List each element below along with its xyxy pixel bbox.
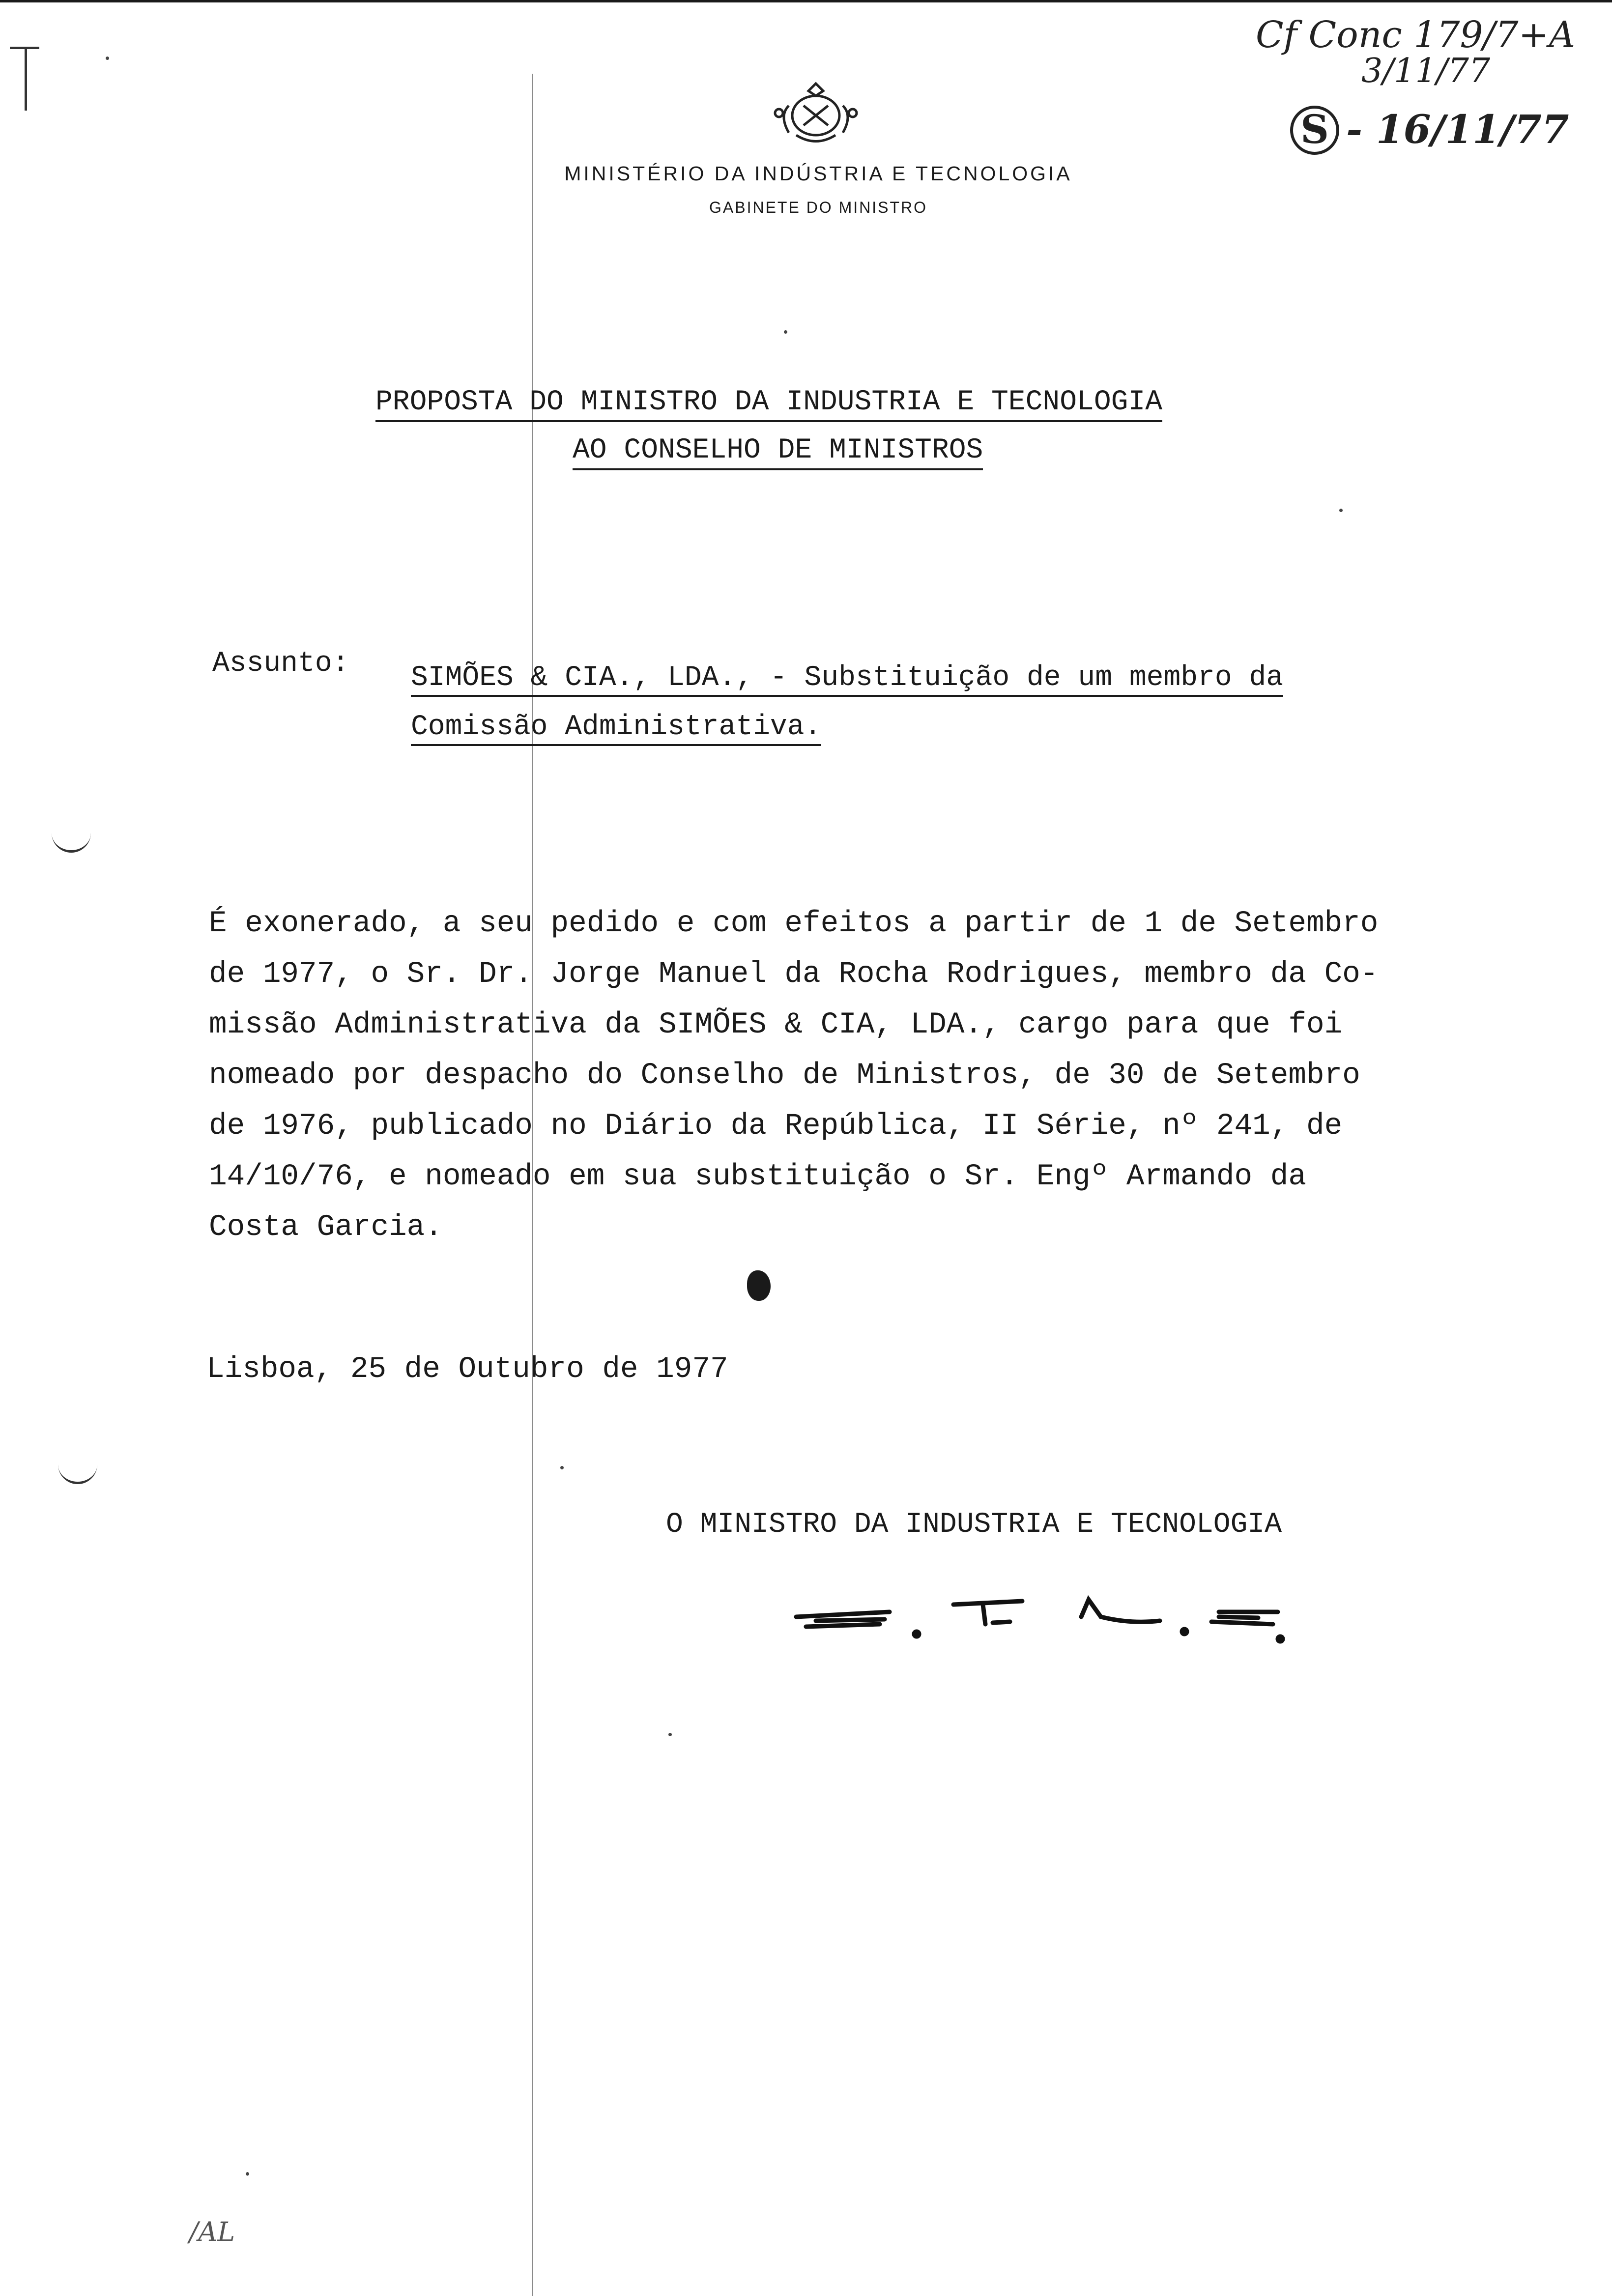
scan-speck xyxy=(246,2172,249,2176)
subject-text xyxy=(411,654,1453,752)
cabinet-name: GABINETE DO MINISTRO xyxy=(709,199,928,216)
handwritten-stamp-date: - 16/11/77 xyxy=(1346,106,1569,152)
handwritten-stamp xyxy=(1290,106,1569,155)
punch-hole-mark xyxy=(58,1462,97,1484)
scan-speck xyxy=(668,1733,672,1736)
handwritten-reference: Cf Conc 179/7+A xyxy=(1256,14,1576,56)
subject-label: Assunto: xyxy=(212,648,349,680)
scan-edge xyxy=(0,0,1612,2)
scan-speck xyxy=(784,330,787,334)
staple-mark xyxy=(25,47,37,111)
body-line: de 1976, publicado no Diário da República, II Série, nº 241, de xyxy=(209,1109,1343,1143)
ink-blot xyxy=(747,1270,771,1301)
coat-of-arms-icon xyxy=(769,76,863,150)
ministry-name: MINISTÉRIO DA INDÚSTRIA E TECNOLOGIA xyxy=(564,162,1072,185)
body-line: Costa Garcia. xyxy=(209,1210,443,1244)
place-and-date: Lisboa, 25 de Outubro de 1977 xyxy=(206,1352,728,1386)
subject-line1: SIMÕES & CIA., LDA., - Substituição de um membro da xyxy=(411,662,1283,697)
proposal-title-line1: PROPOSTA DO MINISTRO DA INDUSTRIA E TECNOLOGIA xyxy=(375,386,1162,422)
scan-speck xyxy=(1339,509,1343,512)
handwritten-signature xyxy=(786,1578,1288,1651)
handwritten-date: 3/11/77 xyxy=(1361,52,1491,90)
signatory-title: O MINISTRO DA INDUSTRIA E TECNOLOGIA xyxy=(666,1509,1282,1541)
decree-body xyxy=(209,898,1526,1253)
body-line: nomeado por despacho do Conselho de Ministros, de 30 de Setembro xyxy=(209,1059,1360,1092)
typist-initials: /AL xyxy=(189,2216,235,2247)
circled-letter: S xyxy=(1290,106,1339,155)
body-line: 14/10/76, e nomeado em sua substituição o Sr. Engº Armando da xyxy=(209,1160,1306,1194)
subject-line2: Comissão Administrativa. xyxy=(411,711,821,746)
proposal-title-line2: AO CONSELHO DE MINISTROS xyxy=(573,434,983,470)
scan-speck xyxy=(560,1466,564,1469)
body-line: É exonerado, a seu pedido e com efeitos a partir de 1 de Setembro xyxy=(209,907,1379,941)
scan-speck xyxy=(106,57,109,60)
punch-hole-mark xyxy=(52,831,91,853)
body-line: de 1977, o Sr. Dr. Jorge Manuel da Rocha Rodrigues, membro da Co- xyxy=(209,957,1379,991)
body-line: missão Administrativa da SIMÕES & CIA, LDA., cargo para que foi xyxy=(209,1008,1343,1042)
